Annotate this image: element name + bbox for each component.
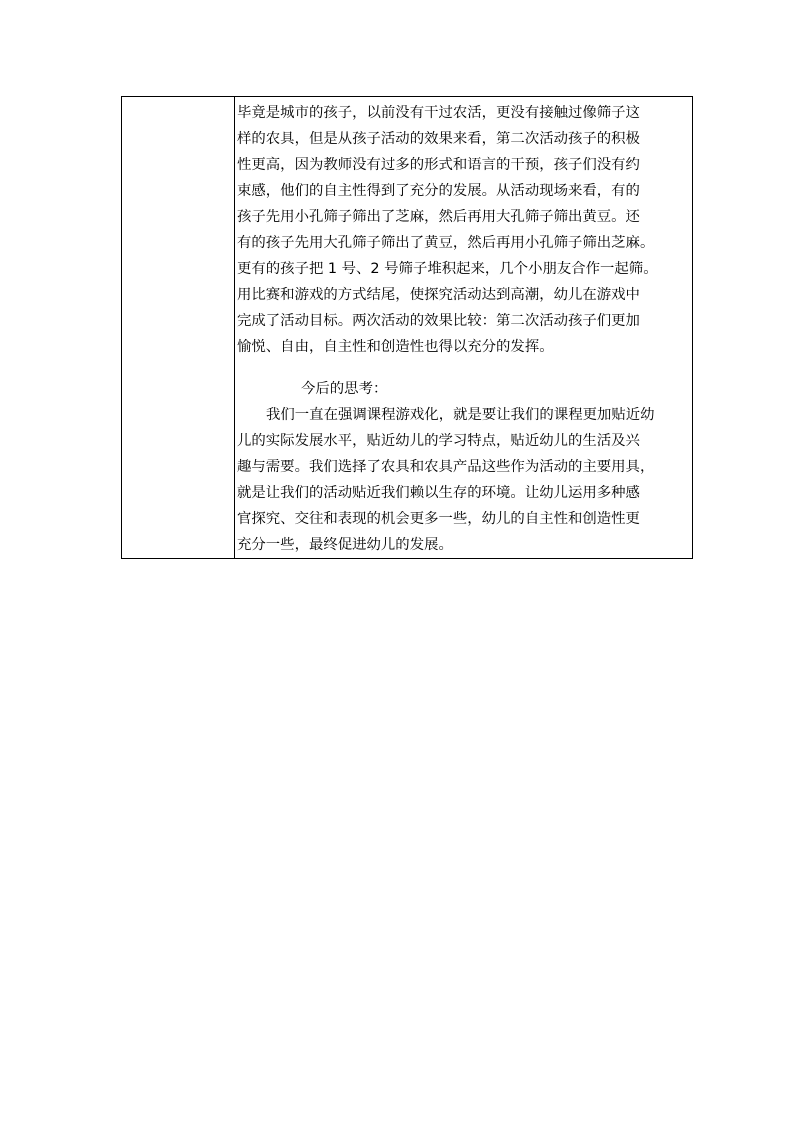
paragraph-1-line: 完成了活动目标。两次活动的效果比较：第二次活动孩子们更加 [237, 313, 640, 329]
paragraph-2-line: 充分一些，最终促进幼儿的发展。 [237, 537, 453, 553]
cell-text [235, 97, 692, 558]
paragraph-2-line: 官探究、交往和表现的机会更多一些，幼儿的自主性和创造性更 [237, 511, 640, 527]
paragraph-1-line: 孩子先用小孔筛子筛出了芝麻，然后再用大孔筛子筛出黄豆。还 [237, 209, 640, 225]
left-cell [122, 97, 235, 559]
paragraph-1-line: 性更高，因为教师没有过多的形式和语言的干预，孩子们没有约 [237, 157, 640, 173]
paragraph-2-line: 我们一直在强调课程游戏化，就是要让我们的课程更加贴近幼 [266, 407, 655, 423]
table-row [122, 97, 693, 559]
paragraph-1-line: 有的孩子先用大孔筛子筛出了黄豆，然后再用小孔筛子筛出芝麻。 [237, 235, 655, 251]
paragraph-2-line: 儿的实际发展水平，贴近幼儿的学习特点，贴近幼儿的生活及兴 [237, 433, 640, 449]
blank-line [237, 360, 692, 376]
paragraph-2-line: 趣与需要。我们选择了农具和农具产品这些作为活动的主要用具， [237, 459, 655, 475]
section-heading: 今后的思考： [301, 381, 388, 397]
paragraph-1-line: 样的农具，但是从孩子活动的效果来看，第二次活动孩子的积极 [237, 131, 640, 147]
content-table [121, 96, 693, 559]
paragraph-1-line: 愉悦、自由，自主性和创造性也得以充分的发挥。 [237, 339, 554, 355]
paragraph-2-line: 就是让我们的活动贴近我们赖以生存的环境。让幼儿运用多种感 [237, 485, 640, 501]
right-cell [235, 97, 693, 559]
paragraph-1-line: 用比赛和游戏的方式结尾，使探究活动达到高潮，幼儿在游戏中 [237, 287, 640, 303]
paragraph-1-line: 毕竟是城市的孩子，以前没有干过农活，更没有接触过像筛子这 [237, 105, 640, 121]
paragraph-1-line: 更有的孩子把 1 号、2 号筛子堆积起来，几个小朋友合作一起筛。 [237, 261, 658, 277]
paragraph-1-line: 束感，他们的自主性得到了充分的发展。从活动现场来看，有的 [237, 183, 640, 199]
